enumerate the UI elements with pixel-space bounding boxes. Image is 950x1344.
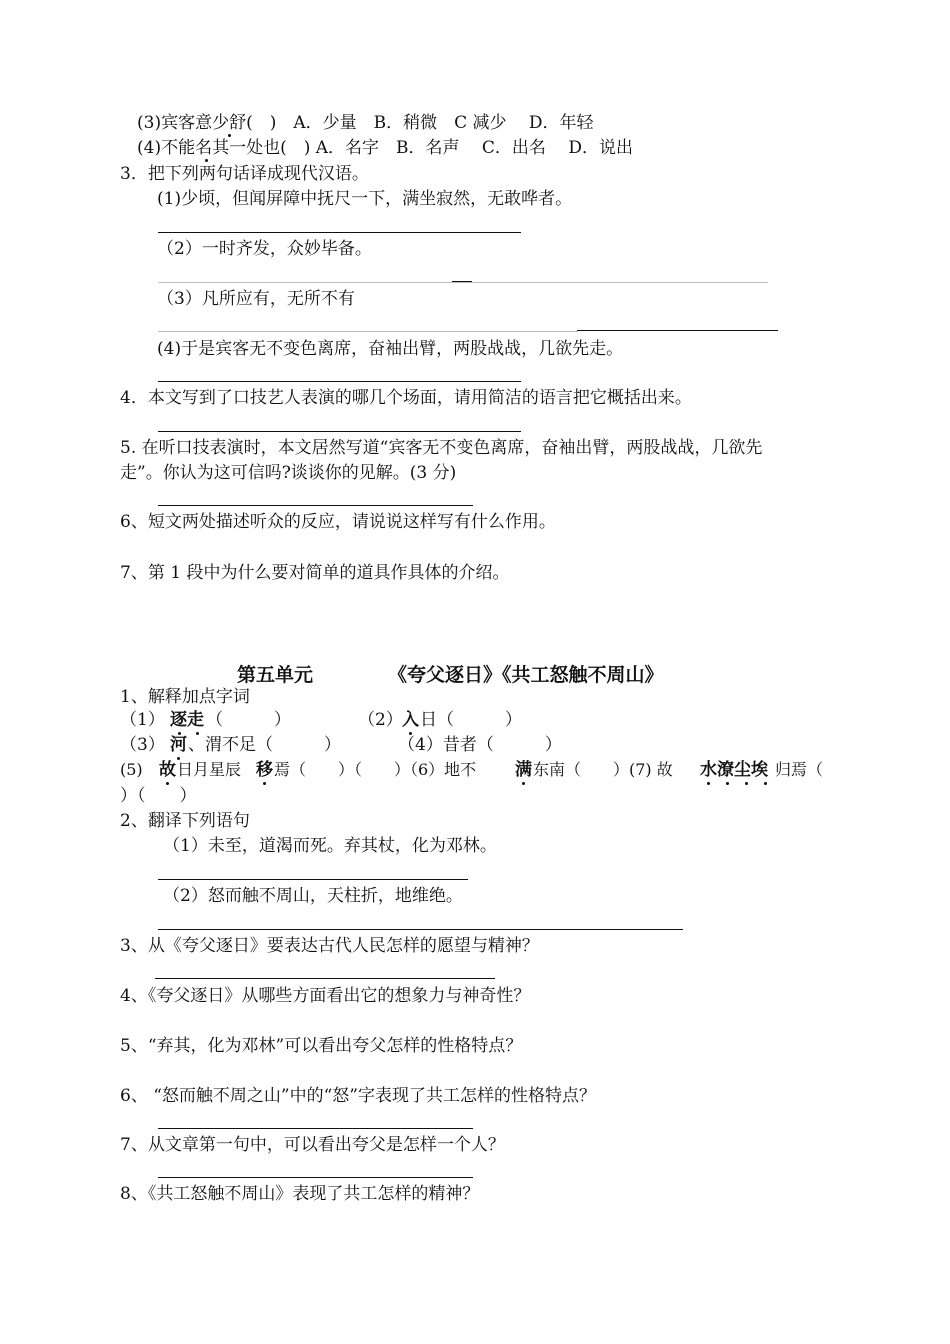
item-2-blank: 日（ ） [420,710,522,730]
answer-line[interactable] [158,282,768,283]
item-6-rest: 东南（ ）(7) 故 [533,760,673,779]
question-5-line-2: 走”。你认为这可信吗?谈谈你的见解。(3 分) [120,463,457,483]
answer-line[interactable] [158,505,473,506]
item-2-word: 入 [402,710,419,730]
answer-line[interactable] [158,929,683,930]
answer-line[interactable] [158,1177,473,1178]
emphasis-dot [764,782,767,785]
question-1: 1、解释加点字词 [120,687,250,707]
question-5: 5、“弃其，化为邓林”可以看出夸父怎样的性格特点？ [120,1036,523,1056]
answer-line[interactable] [158,381,521,382]
question-3-4: (4)于是宾客无不变色离席，奋袖出臂，两股战战，几欲先走。 [157,339,624,359]
question-2-3: (3)宾客意少舒( ) A．少量 B．稍微 C 减少 D．年轻 [137,113,594,133]
emphasis-dot [745,782,748,785]
item-5-word-2: 移 [256,760,273,780]
question-5-line-1: 5. 在听口技表演时，本文居然写道“宾客无不变色离席，奋袖出臂，两股战战，几欲先 [120,438,763,458]
answer-line[interactable] [155,978,495,979]
emphasis-dot [205,159,208,162]
question-3: 3、从《夸父逐日》要表达古代人民怎样的愿望与精神？ [120,936,539,956]
question-6: 6、 “怒而触不周之山”中的“怒”字表现了共工怎样的性格特点？ [120,1086,596,1106]
question-7: 7、第 1 段中为什么要对简单的道具作具体的介绍。 [120,563,510,583]
emphasis-dot [263,782,266,785]
answer-line[interactable] [158,879,468,880]
item-3-rest: 、渭不足（ ） [188,735,341,755]
item-1-word: 逐走 [170,710,204,730]
question-6: 6、短文两处描述听众的反应，请说说这样写有什么作用。 [120,512,556,532]
question-7: 7、从文章第一句中，可以看出夸父是怎样一个人？ [120,1135,505,1155]
item-1-blank: （ ） [206,710,291,730]
question-3-2: （2）一时齐发，众妙毕备。 [157,239,372,259]
item-5-label: (5) [120,760,143,779]
question-8: 8、《共工怒触不周山》表现了共工怎样的精神？ [120,1184,480,1204]
item-5-mid: 日月星辰 [177,760,242,779]
section-title: 《夸父逐日》《共工怒触不周山》 [388,664,664,686]
item-2-label: （2） [358,710,403,730]
item-3-label: （3） [120,735,165,755]
question-2-1: （1）未至，道渴而死。弃其杖，化为邓林。 [163,836,497,856]
item-7-rest: 归焉（ [775,760,824,779]
emphasis-dot [522,782,525,785]
question-2: 2、翻译下列语句 [120,811,250,831]
question-2-2: （2）怒而触不周山，天柱折，地维绝。 [163,886,463,906]
item-7-words: 水潦尘埃 [700,760,768,780]
question-4: 4、《夸父逐日》从哪些方面看出它的想象力与神奇性？ [120,986,531,1006]
question-3: 3．把下列两句话译成现代汉语。 [120,164,369,184]
emphasis-dot [726,782,729,785]
item-5-word-1: 故 [159,760,176,780]
unit-label: 第五单元 [237,664,314,686]
answer-line[interactable] [158,232,521,233]
question-4: 4．本文写到了口技艺人表演的哪几个场面，请用简洁的语言把它概括出来。 [120,388,692,408]
question-3-1: (1)少顷，但闻屏障中抚尺一下，满坐寂然，无敢哗者。 [157,189,573,209]
question-3-3: （3）凡所应有，无所不有 [157,289,355,309]
answer-line[interactable] [158,331,578,332]
question-2-4: (4)不能名其一处也( ) A．名字 B．名声 C．出名 D．说出 [137,138,633,158]
item-4: （4）昔者（ ） [398,735,562,755]
answer-line-mark [452,281,472,282]
answer-line[interactable] [158,1128,473,1129]
answer-line[interactable] [158,431,521,432]
item-7-blanks: ）（ ） [120,786,197,806]
item-1-label: （1） [120,710,165,730]
item-5-rest: 焉（ ）（ ）（6）地不 [274,760,477,779]
item-6-word: 满 [515,760,532,780]
answer-line[interactable] [577,330,778,331]
item-3-word: 河 [170,735,187,755]
emphasis-dot [707,782,710,785]
